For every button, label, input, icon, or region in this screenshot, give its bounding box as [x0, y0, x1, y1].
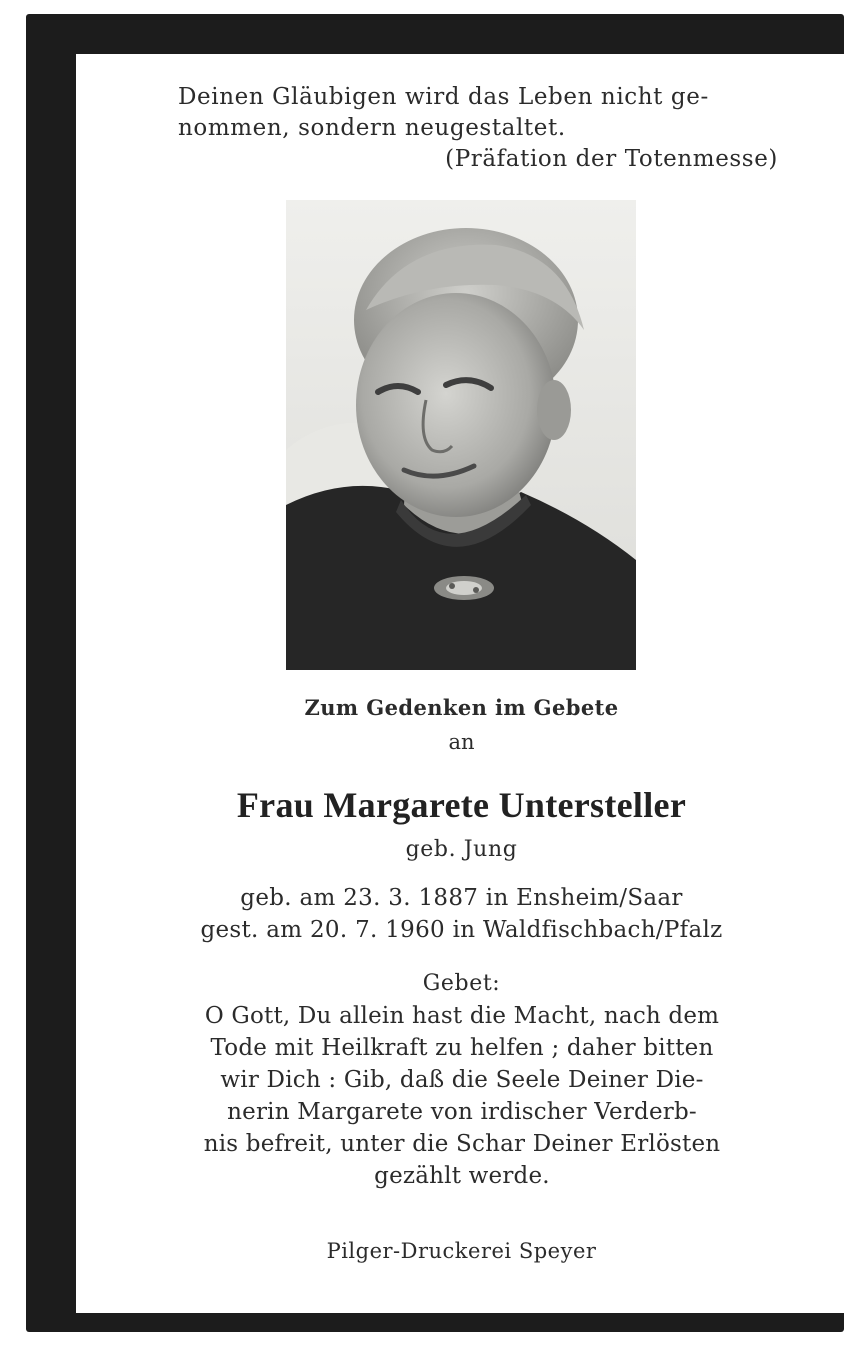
memorial-heading: Zum Gedenken im Gebete: [304, 695, 619, 720]
portrait-illustration: [286, 200, 636, 670]
portrait-photo: [286, 200, 636, 670]
memorial-card: [76, 54, 847, 1313]
prayer-line: nerin Margarete von irdischer Verderb-: [227, 1099, 697, 1125]
prayer-line: wir Dich : Gib, daß die Seele Deiner Die-: [220, 1067, 704, 1093]
printer-credit: Pilger-Druckerei Speyer: [326, 1239, 597, 1263]
maiden-name: geb. Jung: [405, 837, 518, 862]
prayer-title: Gebet:: [422, 971, 501, 996]
prayer-line: Tode mit Heilkraft zu helfen ; daher bitten: [210, 1035, 714, 1061]
memorial-connector: an: [448, 730, 475, 754]
prayer-line: gezählt werde.: [374, 1163, 550, 1189]
motto-source: (Präfation der Totenmesse): [445, 146, 778, 172]
motto-line-2: nommen, sondern neugestaltet.: [178, 115, 566, 141]
deceased-name: Frau Margarete Untersteller: [236, 785, 687, 825]
prayer-line: O Gott, Du allein hast die Macht, nach dem: [204, 1003, 720, 1029]
motto-quote: [178, 82, 778, 175]
motto-line-1: Deinen Gläubigen wird das Leben nicht ge-: [178, 84, 709, 110]
life-dates: [76, 882, 847, 946]
prayer-text: [168, 1000, 756, 1192]
birth-date: geb. am 23. 3. 1887 in Ensheim/Saar: [240, 885, 683, 911]
memorial-card-border: [26, 14, 844, 1332]
prayer-line: nis befreit, unter die Schar Deiner Erlösten: [203, 1131, 721, 1157]
death-date: gest. am 20. 7. 1960 in Waldfischbach/Pfalz: [200, 917, 723, 943]
